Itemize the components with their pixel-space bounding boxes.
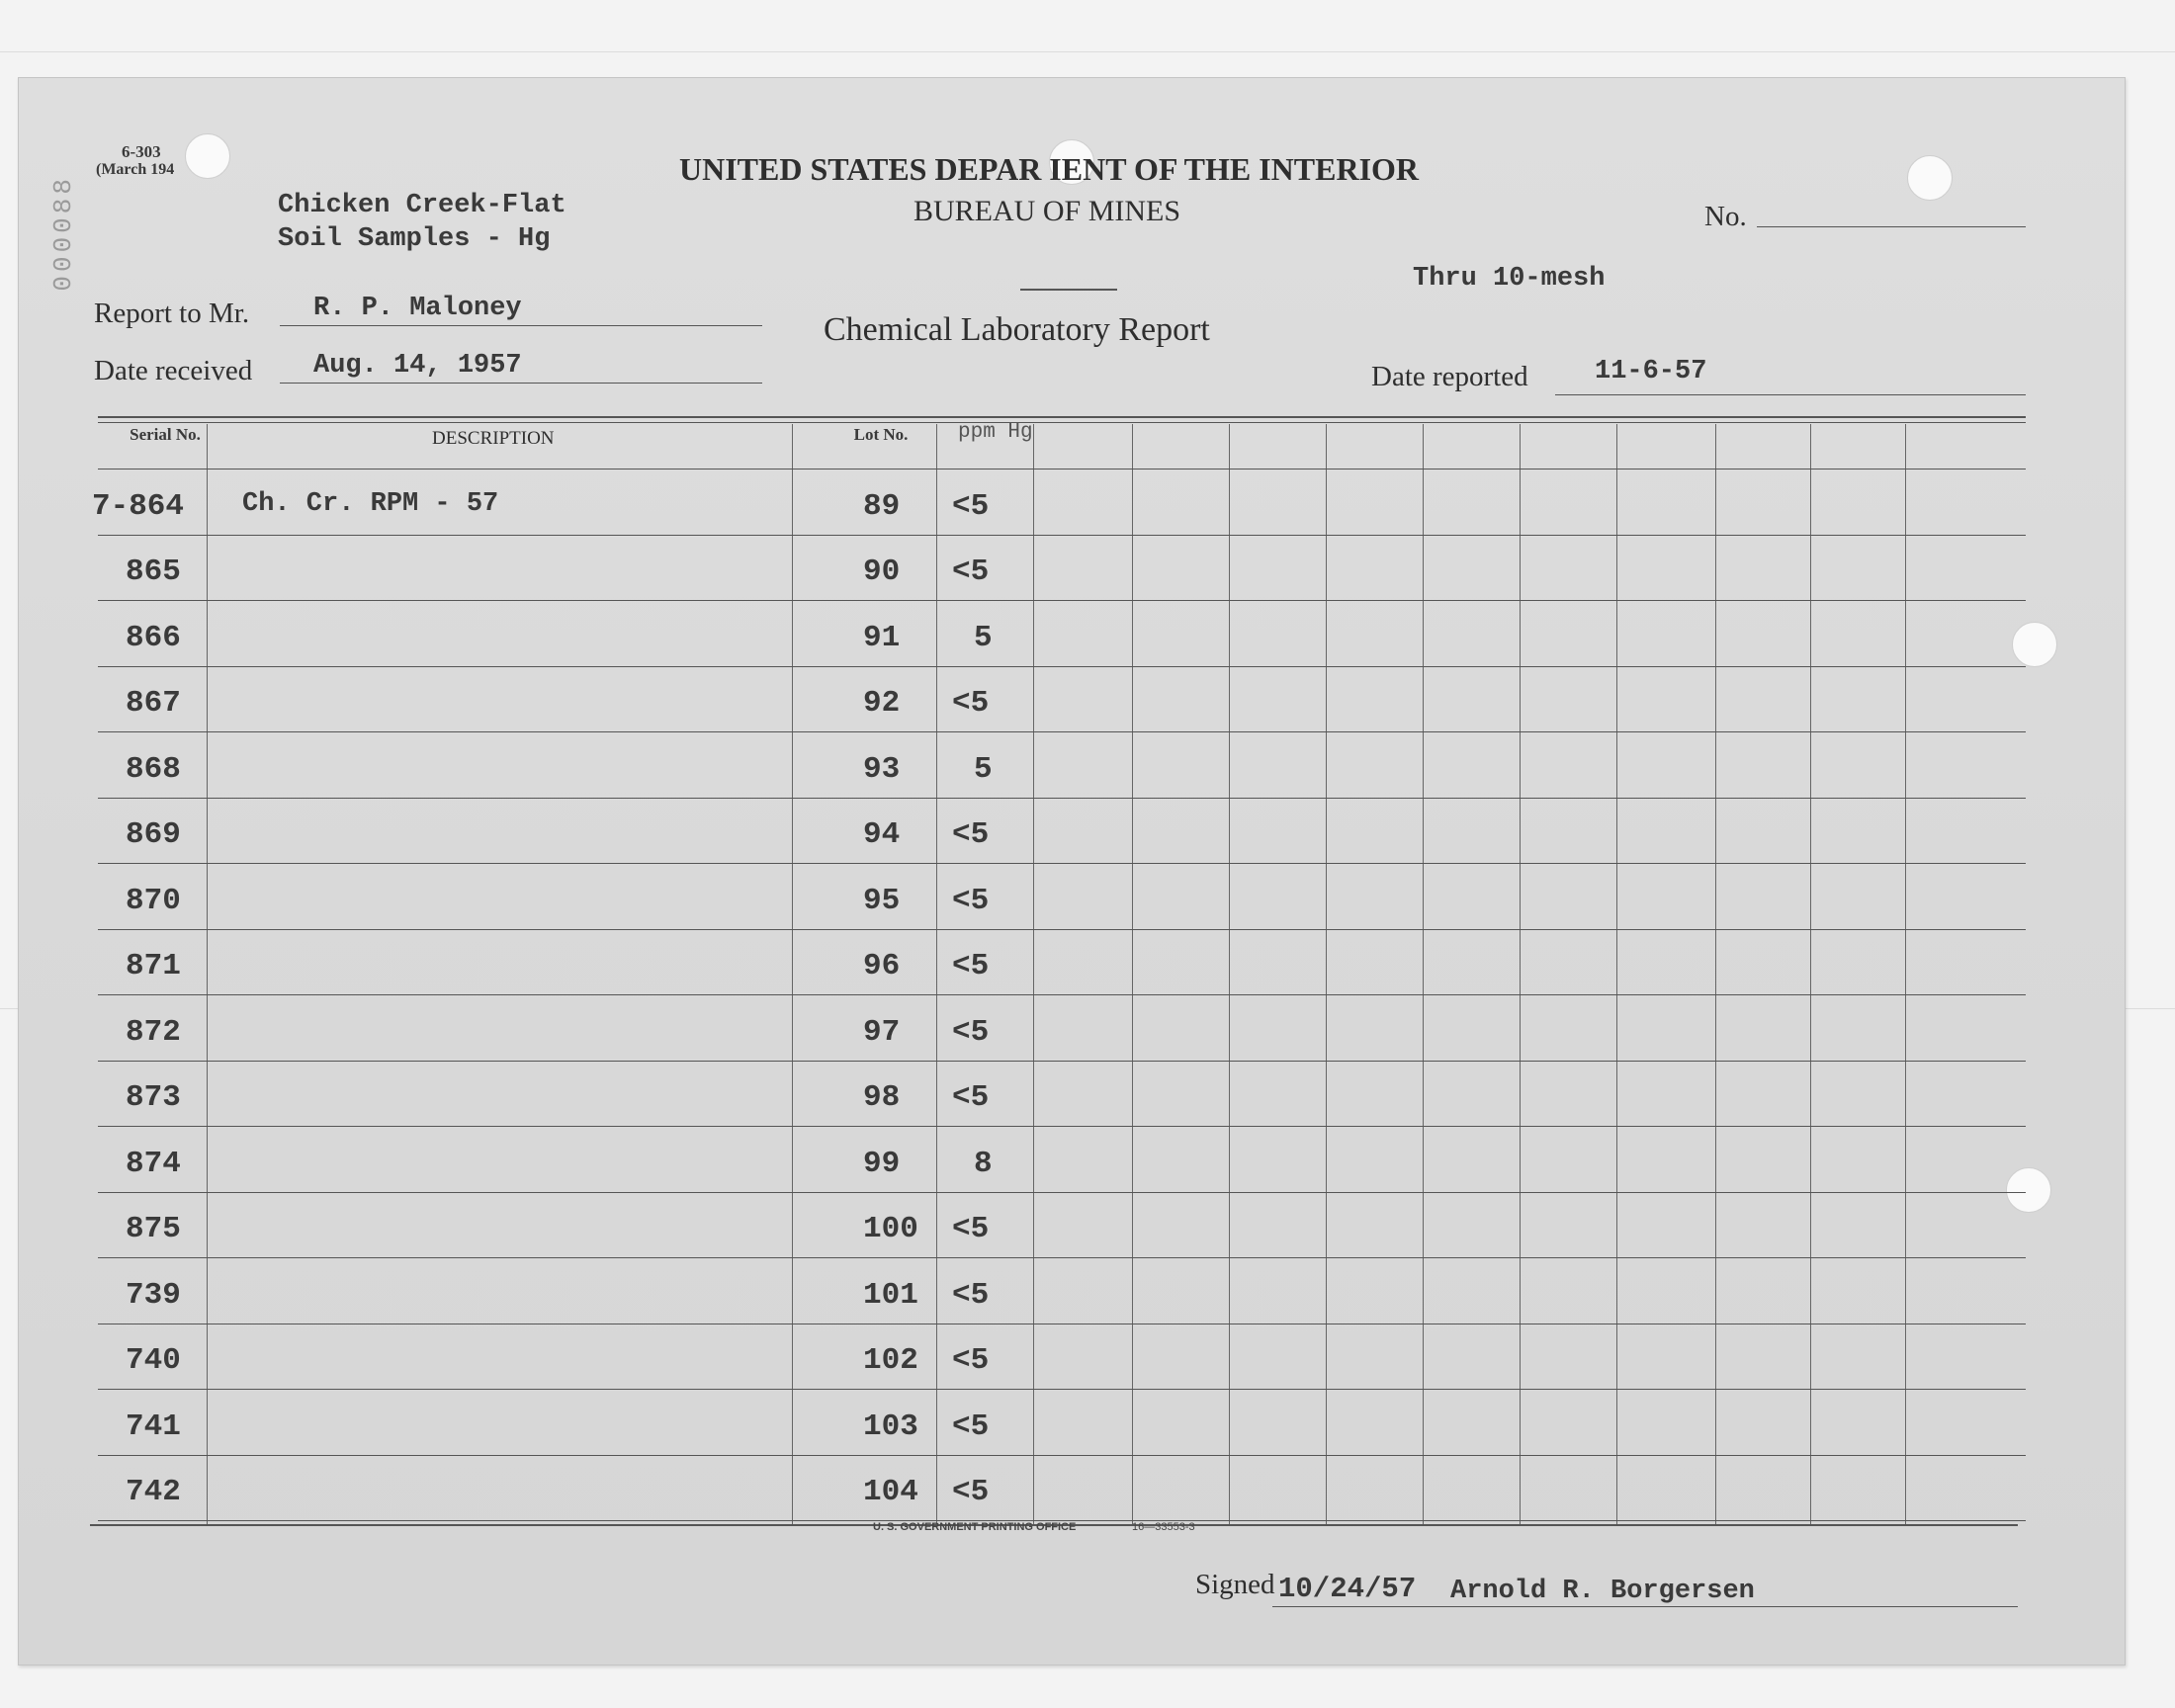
signature-line [1272,1606,2018,1607]
ppm-hg-cell: 5 [974,620,993,655]
table-column-divider [1616,424,1617,1526]
ppm-hg-cell: <5 [952,1343,990,1378]
table-column-divider [792,424,793,1526]
report-to-field [280,325,762,326]
ppm-hg-cell: <5 [952,1409,990,1444]
lot-number-cell: 95 [863,883,901,918]
table-column-divider [1715,424,1716,1526]
serial-number-cell: 742 [126,1475,181,1509]
column-header-lot: Lot No. [853,425,909,444]
signature-name: Arnold R. Borgersen [1450,1577,1755,1606]
header-divider [98,469,2026,470]
punch-hole [185,133,230,179]
serial-number-cell: 869 [126,817,181,852]
ppm-hg-cell: <5 [952,1475,990,1509]
ppm-hg-cell: <5 [952,488,990,524]
lot-number-cell: 89 [863,488,901,524]
bureau-title: BUREAU OF MINES [914,195,1181,227]
serial-number-cell: 865 [126,555,181,589]
table-row-rule [98,666,2026,667]
column-header-result: ppm Hg [958,421,1033,444]
serial-number-cell: 739 [126,1277,181,1313]
table-row-rule [98,994,2026,995]
date-reported-label: Date reported [1371,361,1528,392]
column-header-description: DESCRIPTION [432,428,555,449]
date-reported-field [1555,394,2026,395]
table-column-divider [1326,424,1327,1526]
project-subtitle: Soil Samples - Hg [278,224,551,254]
table-column-divider [1033,424,1034,1526]
report-to-label: Report to Mr. [94,298,250,329]
file-stamp: 000088 [48,175,78,292]
serial-number-cell: 741 [126,1409,181,1444]
ppm-hg-cell: 8 [974,1146,993,1181]
ppm-hg-cell: <5 [952,1014,990,1050]
mesh-note: Thru 10-mesh [1413,264,1606,294]
serial-number-cell: 870 [126,883,181,918]
date-received-value: Aug. 14, 1957 [313,351,522,381]
ppm-hg-cell: <5 [952,686,990,721]
serial-number-cell: 873 [126,1080,181,1115]
report-to-value: R. P. Maloney [313,294,522,323]
report-no-label: No. [1704,201,1747,232]
serial-number-cell: 872 [126,1014,181,1050]
table-row-rule [98,863,2026,864]
serial-number-cell: 875 [126,1212,181,1246]
report-title: Chemical Laboratory Report [824,311,1210,348]
lot-number-cell: 92 [863,686,901,721]
ppm-hg-cell: <5 [952,1277,990,1313]
ppm-hg-cell: <5 [952,1212,990,1246]
lot-number-cell: 101 [863,1277,918,1313]
description-cell: Ch. Cr. RPM - 57 [242,488,499,519]
ppm-hg-cell: <5 [952,883,990,918]
lot-number-cell: 94 [863,817,901,852]
serial-number-cell: 867 [126,686,181,721]
lot-number-cell: 102 [863,1343,918,1378]
table-column-divider [1810,424,1811,1526]
table-column-divider [1229,424,1230,1526]
lot-number-cell: 99 [863,1146,901,1181]
lot-number-cell: 104 [863,1475,918,1509]
ppm-hg-cell: <5 [952,817,990,852]
table-row-rule [98,600,2026,601]
lot-number-cell: 91 [863,620,901,655]
table-top-border [98,422,2026,423]
background-rule [0,51,2175,52]
serial-number-cell: 871 [126,949,181,983]
serial-number-cell: 868 [126,751,181,787]
table-row-rule [98,1061,2026,1062]
column-header-serial: Serial No. [130,425,201,444]
lot-number-cell: 100 [863,1212,918,1246]
lot-number-cell: 98 [863,1080,901,1115]
date-reported-value: 11-6-57 [1595,357,1707,386]
table-row-rule [98,798,2026,799]
serial-number-cell: 740 [126,1343,181,1378]
punch-hole [2006,1167,2051,1213]
ppm-hg-cell: 5 [974,751,993,787]
ppm-hg-cell: <5 [952,949,990,983]
table-column-divider [1423,424,1424,1526]
table-row-rule [98,1389,2026,1390]
report-no-field [1757,226,2026,227]
table-row-rule [98,1192,2026,1193]
table-row-rule [98,1257,2026,1258]
lot-number-cell: 96 [863,949,901,983]
form-edition: (March 194 [96,161,175,178]
table-row-rule [98,535,2026,536]
signed-label: Signed [1195,1569,1275,1600]
lot-number-cell: 103 [863,1409,918,1444]
print-code: 16—33553-3 [1132,1521,1195,1533]
table-row-rule [98,1455,2026,1456]
lot-number-cell: 90 [863,555,901,589]
ppm-hg-cell: <5 [952,1080,990,1115]
title-divider [1020,289,1117,291]
table-column-divider [1905,424,1906,1526]
serial-number-cell: 7-864 [92,488,185,524]
serial-number-cell: 874 [126,1146,181,1181]
table-row-rule [98,731,2026,732]
table-top-border [98,416,2026,418]
punch-hole [2012,622,2057,667]
table-column-divider [1520,424,1521,1526]
report-sheet [18,77,2126,1665]
table-column-divider [207,424,208,1526]
table-row-rule [98,929,2026,930]
department-title: UNITED STATES DEPAR IENT OF THE INTERIOR [679,151,1420,187]
punch-hole [1907,155,1953,201]
ppm-hg-cell: <5 [952,555,990,589]
form-number: 6-303 [122,142,161,161]
serial-number-cell: 866 [126,620,181,655]
table-row-rule [98,1126,2026,1127]
project-name: Chicken Creek-Flat [278,191,566,220]
lot-number-cell: 97 [863,1014,901,1050]
table-column-divider [936,424,937,1526]
lot-number-cell: 93 [863,751,901,787]
signed-date: 10/24/57 [1278,1573,1417,1605]
date-received-field [280,383,762,384]
printer-credit: U. S. GOVERNMENT PRINTING OFFICE [873,1521,1077,1533]
table-column-divider [1132,424,1133,1526]
date-received-label: Date received [94,355,253,386]
